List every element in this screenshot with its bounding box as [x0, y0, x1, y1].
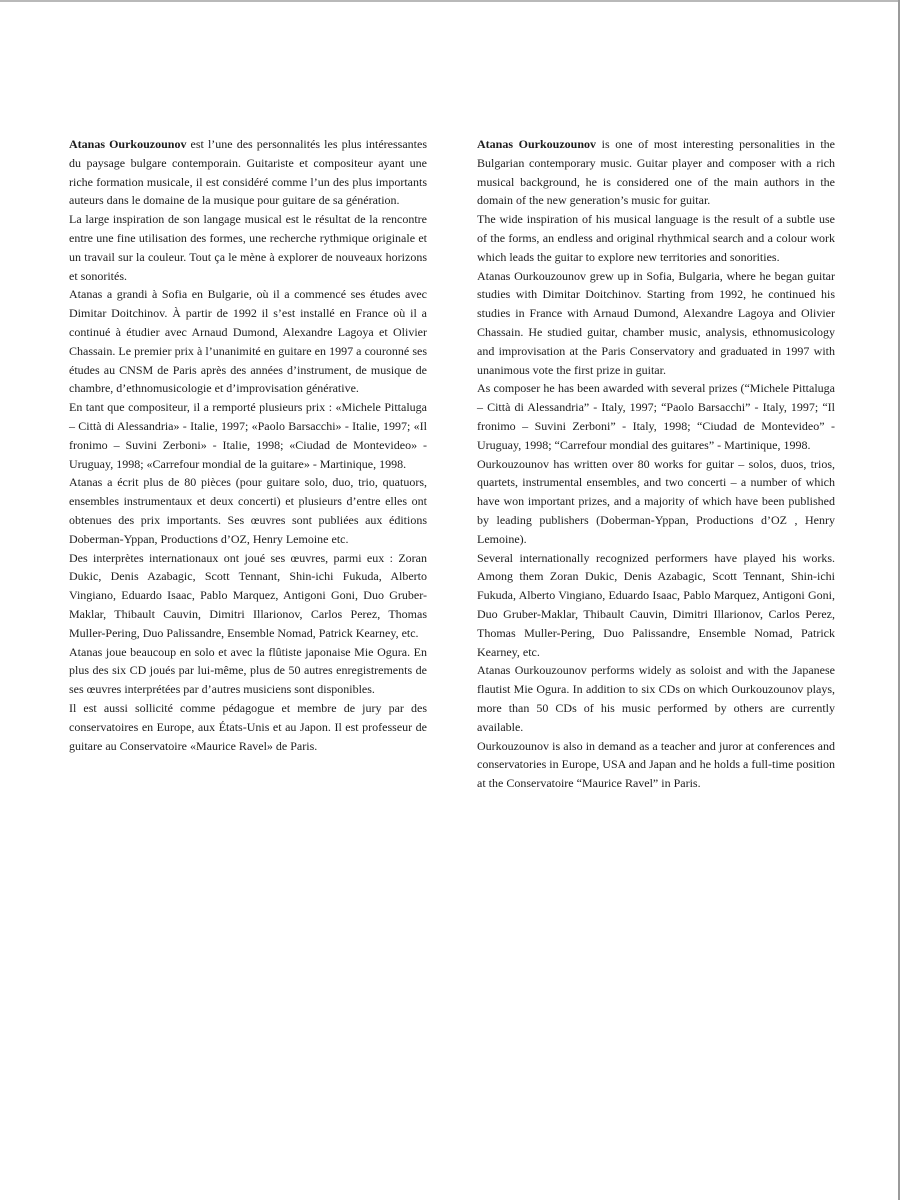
fr-paragraph-prizes: En tant que compositeur, il a remporté plusieurs prix : «Michele Pittaluga – Città di Alessandria» - Italie, 1997; «Paolo Barsacchi» - Italie, 1997; «Il fronimo – Suvini Zerboni» - Italie, 1998; «Ciudad de Montevideo» - Uruguay, 1998; «Carrefour mondial de la guitare» - Martinique, 1998.: [69, 400, 427, 471]
en-paragraph-education: Atanas Ourkouzounov grew up in Sofia, Bulgaria, where he began guitar studies with Dimitar Doitchinov. Starting from 1992, he continued his studies in France with Arnaud Dumond, Alexandre Lagoya and Olivier Chassain. He studied guitar, chamber music, analysis, ethnomusicology and improvisation at the Paris Conservatory and graduated in 1997 with unanimous vote the first prize in guitar.: [477, 268, 835, 377]
fr-intro-text: est l’une des personnalités les plus intéressantes du paysage bulgare contemporain. Guitariste et compositeur ayant une riche formation musicale, il est considéré comme l’un des plus importants auteurs dans le domaine de la musique pour guitare de sa génération.: [69, 137, 427, 208]
fr-paragraph-performers: Des interprètes internationaux ont joué ses œuvres, parmi eux : Zoran Dukic, Denis Azabagic, Scott Tennant, Shin-ichi Fukuda, Alberto Vingiano, Eduardo Isaac, Pablo Marquez, Antigoni Goni, Duo Gruber-Maklar, Thibault Cauvin, Dimitri Illarionov, Carlos Perez, Thomas Muller-Pering, Duo Palissandre, Ensemble Nomad, Patrick Kearney, etc.: [69, 550, 427, 640]
en-artist-name: Atanas Ourkouzounov: [477, 137, 596, 151]
english-biography-column: [477, 135, 835, 793]
fr-artist-name: Atanas Ourkouzounov: [69, 137, 187, 151]
en-paragraph-teaching: Ourkouzounov is also in demand as a teacher and juror at conferences and conservatories in Europe, USA and Japan and he holds a full-time position at the Conservatoire “Maurice Ravel” in Paris.: [477, 738, 835, 791]
fr-paragraph-inspiration: La large inspiration de son langage musical est le résultat de la rencontre entre une fine utilisation des formes, une recherche rythmique originale et un travail sur la couleur. Tout ça le mène à explorer de nouveaux horizons et sonorités.: [69, 212, 427, 283]
fr-paragraph-teaching: Il est aussi sollicité comme pédagogue et membre de jury par des conservatoires en Europe, aux États-Unis et au Japon. Il est professeur de guitare au Conservatoire «Maurice Ravel» de Paris.: [69, 700, 427, 753]
fr-paragraph-education: Atanas a grandi à Sofia en Bulgarie, où il a commencé ses études avec Dimitar Doitchinov. À partir de 1992 il s’est installé en France où il a continué à étudier avec Arnaud Dumond, Alexandre Lagoya et Olivier Chassain. Le premier prix à l’unanimité en guitare en 1997 a couronné ses études au CNSM de Paris après des années d’instrument, de musique de chambre, d’ethnomusicologie et d’improvisation générative.: [69, 287, 427, 396]
en-paragraph-performers: Several internationally recognized performers have played his works. Among them Zoran Dukic, Denis Azabagic, Scott Tennant, Shin-ichi Fukuda, Alberto Vingiano, Eduardo Isaac, Pablo Marquez, Antigoni Goni, Duo Gruber-Maklar, Thibault Cauvin, Dimitri Illarionov, Carlos Perez, Thomas Muller-Pering, Duo Palissandre, Ensemble Nomad, Patrick Kearney, etc.: [477, 550, 835, 659]
en-paragraph-prizes: As composer he has been awarded with several prizes (“Michele Pittaluga – Città di Alessandria” - Italy, 1997; “Paolo Barsacchi” - Italy, 1997; “Il fronimo – Suvini Zerboni” - Italy, 1998; “Ciudad de Montevideo” - Uruguay, 1998; “Carrefour mondial des guitares” - Martinique, 1998.: [477, 381, 835, 452]
en-paragraph-intro: [477, 135, 835, 210]
french-biography-column: [69, 135, 427, 755]
en-intro-text: is one of most interesting personalities in the Bulgarian contemporary music. Guitar player and composer with a rich musical background, he is considered one of the main authors in the domain of the new generation’s music for guitar.: [477, 137, 835, 208]
page-top-edge: [0, 0, 900, 2]
en-paragraph-recordings: Atanas Ourkouzounov performs widely as soloist and with the Japanese flautist Mie Ogura. In addition to six CDs on which Ourkouzounov plays, more than 50 CDs of his music performed by others are currently available.: [477, 663, 835, 734]
en-paragraph-works: Ourkouzounov has written over 80 works for guitar – solos, duos, trios, quartets, instrumental ensembles, and two concerti – a number of which have won important prizes, and a majority of which have been published by leading publishers (Doberman-Yppan, Productions d’OZ , Henry Lemoine).: [477, 456, 835, 546]
fr-paragraph-works: Atanas a écrit plus de 80 pièces (pour guitare solo, duo, trio, quatuors, ensembles instrumentaux et deux concerti) et plusieurs d’entre elles ont obtenues des prix importants. Ses œuvres sont publiées aux éditions Doberman-Yppan, Productions d’OZ, Henry Lemoine etc.: [69, 475, 427, 546]
fr-paragraph-intro: [69, 135, 427, 210]
fr-paragraph-recordings: Atanas joue beaucoup en solo et avec la flûtiste japonaise Mie Ogura. En plus des six CD joués par lui-même, plus de 50 autres enregistrements de ses œuvres interprétées par d’autres musiciens sont disponibles.: [69, 644, 427, 697]
en-paragraph-inspiration: The wide inspiration of his musical language is the result of a subtle use of the forms, an endless and original rhythmical search and a colour work which leads the guitar to explore new territories and sonorities.: [477, 212, 835, 264]
